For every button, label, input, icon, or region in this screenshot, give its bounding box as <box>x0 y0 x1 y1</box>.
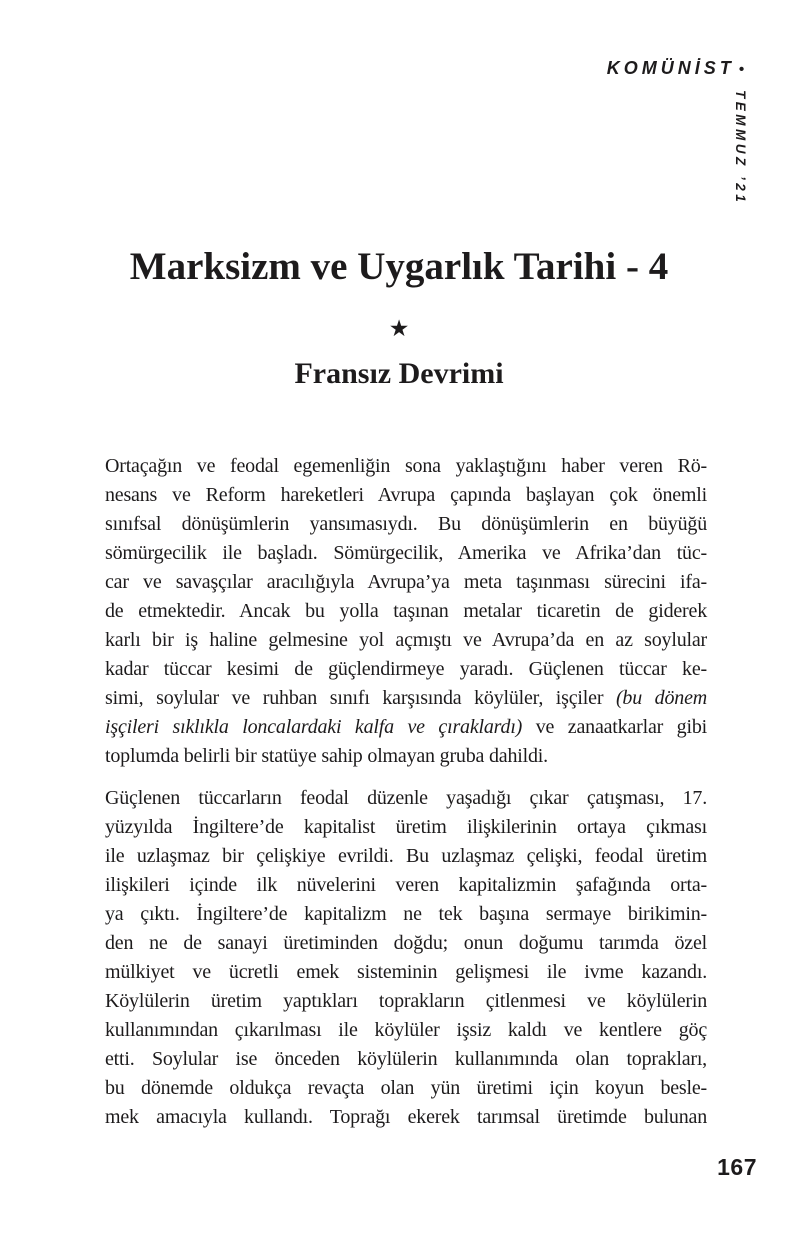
text-segment: de etmektedir. Ancak bu yolla taşınan metalar ticaretin de giderek <box>105 600 707 622</box>
text-segment: car ve savaşçılar aracılığıyla Avrupa’ya meta taşınması sürecini ifa- <box>105 571 707 593</box>
text-segment: ilişkileri içinde ilk nüvelerini veren kapitalizmin şafağında orta- <box>105 874 707 896</box>
text-segment: bu dönemde oldukça revaçta olan yün üretimi için koyun besle- <box>105 1077 707 1099</box>
text-segment: simi, soylular ve ruhban sınıfı karşısında köylüler, işçiler <box>105 687 616 709</box>
text-segment: mek amacıyla kullandı. Toprağı ekerek tarımsal üretimde bulunan <box>105 1106 707 1128</box>
italic-text-segment: işçileri sıklıkla loncalardaki kalfa ve çıraklardı) <box>105 716 523 738</box>
text-segment: karlı bir iş haline gelmesine yol açmıştı ve Avrupa’da en az soylular <box>105 629 707 651</box>
text-line <box>105 742 707 771</box>
text-line <box>105 871 707 900</box>
text-line <box>105 842 707 871</box>
page-number: 167 <box>717 1154 757 1180</box>
text-segment: ile uzlaşmaz bir çelişkiye evrildi. Bu uzlaşmaz çelişki, feodal üretim <box>105 845 707 867</box>
article-body <box>105 452 707 1132</box>
italic-text-segment: (bu dönem <box>615 687 707 709</box>
text-segment: den ne de sanayi üretiminden doğdu; onun doğumu tarımda özel <box>105 932 707 954</box>
paragraph <box>105 784 707 1132</box>
text-line <box>105 539 707 568</box>
text-segment: kadar tüccar kesimi de güçlendirmeye yaradı. Güçlenen tüccar ke- <box>105 658 707 680</box>
text-line <box>105 568 707 597</box>
text-segment: Güçlenen tüccarların feodal düzenle yaşadığı çıkar çatışması, 17. <box>105 787 707 809</box>
star-icon: ★ <box>388 316 410 342</box>
text-line <box>105 713 707 742</box>
text-line <box>105 452 707 481</box>
paragraph <box>105 452 707 771</box>
text-segment: Ortaçağın ve feodal egemenliğin sona yaklaştığını haber veren Rö- <box>105 455 707 477</box>
text-segment: etti. Soylular ise önceden köylülerin kullanımında olan toprakları, <box>105 1048 707 1070</box>
article-title: Marksizm ve Uygarlık Tarihi - 4 <box>129 245 669 288</box>
text-segment: nesans ve Reform hareketleri Avrupa çapında başlayan çok önemli <box>105 484 707 506</box>
text-line <box>105 987 707 1016</box>
bullet-icon: • <box>738 61 744 78</box>
text-segment: Köylülerin üretim yaptıkları toprakların çitlenmesi ve köylülerin <box>105 990 707 1012</box>
text-segment: sömürgecilik ile başladı. Sömürgecilik, Amerika ve Afrika’dan tüc- <box>105 542 707 564</box>
text-line <box>105 597 707 626</box>
text-line <box>105 510 707 539</box>
text-line <box>105 481 707 510</box>
magazine-name: KOMÜNİST <box>606 58 735 78</box>
text-line <box>105 929 707 958</box>
magazine-masthead <box>607 58 744 79</box>
text-line <box>105 655 707 684</box>
text-segment: ya çıktı. İngiltere’de kapitalizm ne tek başına sermaye birikimin- <box>105 903 707 925</box>
text-line <box>105 900 707 929</box>
article-subtitle: Fransız Devrimi <box>294 357 504 390</box>
text-line <box>105 626 707 655</box>
text-line <box>105 1103 707 1132</box>
text-line <box>105 684 707 713</box>
text-line <box>105 958 707 987</box>
text-segment: toplumda belirli bir statüye sahip olmayan gruba dahildi. <box>105 745 548 767</box>
text-segment: mülkiyet ve ücretli emek sisteminin gelişmesi ile ivme kazandı. <box>105 961 707 983</box>
text-line <box>105 1016 707 1045</box>
text-segment: yüzyılda İngiltere’de kapitalist üretim ilişkilerinin ortaya çıkması <box>105 816 707 838</box>
text-line <box>105 784 707 813</box>
text-line <box>105 1074 707 1103</box>
text-segment: kullanımından çıkarılması ile köylüler işsiz kaldı ve kentlere göç <box>105 1019 707 1041</box>
text-line <box>105 1045 707 1074</box>
text-segment: ve zanaatkarlar gibi <box>522 716 707 738</box>
text-line <box>105 813 707 842</box>
text-segment: sınıfsal dönüşümlerin yansımasıydı. Bu dönüşümlerin en büyüğü <box>105 513 707 535</box>
issue-date: TEMMUZ ’21 <box>733 90 748 206</box>
